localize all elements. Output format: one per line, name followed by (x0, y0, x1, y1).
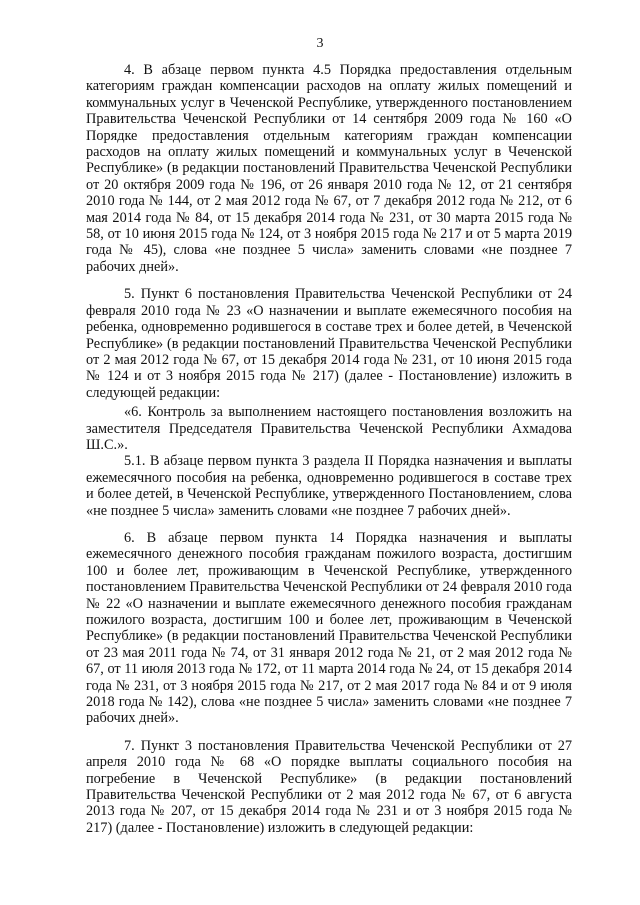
page-number: 3 (316, 36, 324, 51)
paragraph-5: 5. Пункт 6 постановления Правительства Чеченской Республики от 24 февраля 2010 года № 23 «О назначении и выплате ежемесячного пособия на ребенка, одновременно родившегося в составе трех и более детей, в Чеченской Республике» (в редакции постановлений Правительства Чеченской Республики от 2 мая 2012 года № 67, от 15 декабря 2014 года № 231, от 10 июня 2015 года № 124 и от 3 ноября 2015 года № 217) (далее - Постановление) изложить в следующей редакции: (86, 286, 572, 401)
paragraph-5-quote: «6. Контроль за выполнением настоящего постановления возложить на заместителя Председателя Правительства Чеченской Республики Ахмадова Ш.С.». (86, 404, 572, 453)
paragraph-6: 6. В абзаце первом пункта 14 Порядка назначения и выплаты ежемесячного денежного пособия гражданам пожилого возраста, достигшим 100 и более лет, проживающим в Чеченской Республике, утвержденного постановлением Правительства Чеченской Республики от 24 февраля 2010 года № 22 «О назначении и выплате ежемесячного денежного пособия гражданам пожилого возраста, достигшим 100 и более лет, проживающим в Чеченской Республике» (в редакции постановлений Правительства Чеченской Республики от 23 мая 2011 года № 74, от 31 января 2012 года № 21, от 2 мая 2012 года № 67, от 11 июля 2013 года № 172, от 11 марта 2014 года № 24, от 15 декабря 2014 года № 231, от 3 ноября 2015 года № 217, от 2 мая 2017 года № 84 и от 9 июля 2018 года № 142), слова «не позднее 5 числа» заменить словами «не позднее 7 рабочих дней». (86, 529, 572, 727)
paragraph-5-1: 5.1. В абзаце первом пункта 3 раздела II Порядка назначения и выплаты ежемесячного пособия на ребенка, одновременно родившегося в составе трех и более детей, в Чеченской Республике, утвержденного Постановлением, слова «не позднее 5 числа» заменить словами «не позднее 7 рабочих дней». (86, 453, 572, 519)
document-body (86, 62, 572, 836)
paragraph-4: 4. В абзаце первом пункта 4.5 Порядка предоставления отдельным категориям граждан компенсации расходов на оплату жилых помещений и коммунальных услуг в Чеченской Республике, утвержденного постановлением Правительства Чеченской Республики от 14 сентября 2009 года № 160 «О Порядке предоставления отдельным категориям граждан компенсации расходов на оплату жилых помещений и коммунальных услуг в Чеченской Республике» (в редакции постановлений Правительства Чеченской Республики от 20 октября 2009 года № 196, от 26 января 2010 года № 12, от 21 сентября 2010 года № 144, от 2 мая 2012 года № 67, от 7 декабря 2012 года № 212, от 6 мая 2014 года № 84, от 15 декабря 2014 года № 231, от 30 марта 2015 года № 58, от 10 июня 2015 года № 124, от 3 ноября 2015 года № 217 и от 5 марта 2019 года № 45), слова «не позднее 5 числа» заменить словами «не позднее 7 рабочих дней». (86, 62, 572, 275)
paragraph-7: 7. Пункт 3 постановления Правительства Чеченской Республики от 27 апреля 2010 года № 68 «О порядке выплаты социального пособия на погребение в Чеченской Республике» (в редакции постановлений Правительства Чеченской Республики от 2 мая 2012 года № 67, от 6 августа 2013 года № 207, от 15 декабря 2014 года № 231 и от 3 ноября 2015 года № 217) (далее - Постановление) изложить в следующей редакции: (86, 737, 572, 836)
